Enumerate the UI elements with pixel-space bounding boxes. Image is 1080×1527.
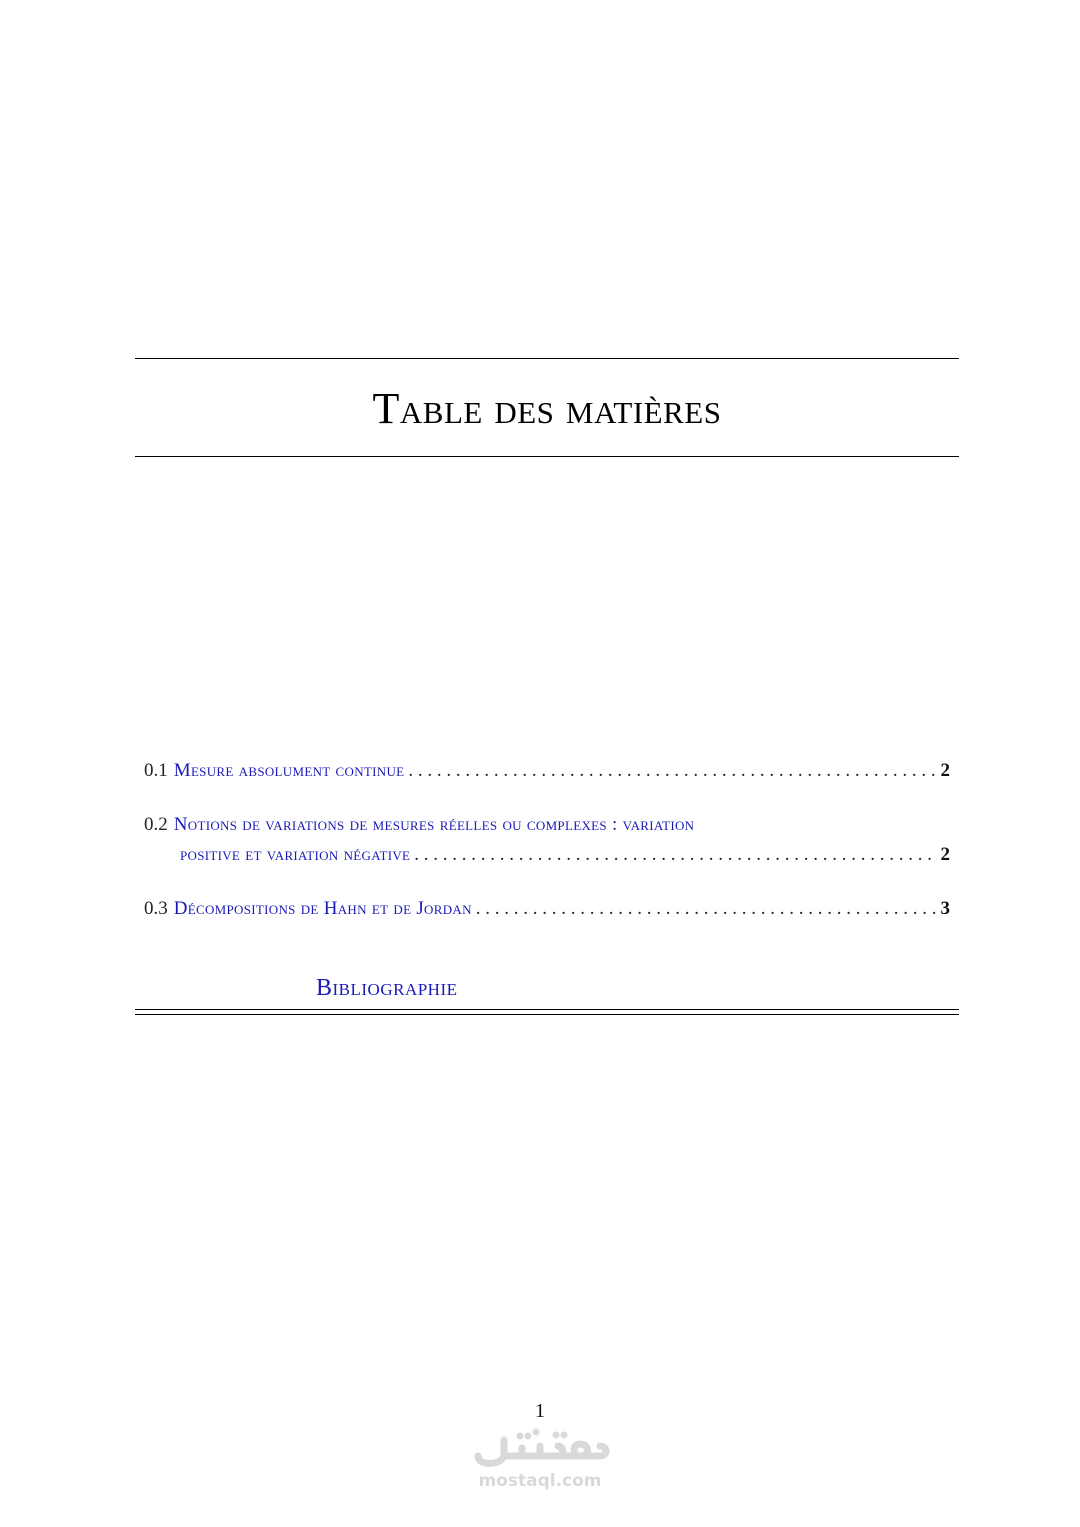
toc-link[interactable]: Mesure absolument continue bbox=[173, 760, 405, 781]
page-title: Table des matières bbox=[372, 384, 722, 433]
watermark-arabic-icon bbox=[460, 1426, 620, 1472]
title-rule-bottom bbox=[135, 456, 959, 457]
toc-link[interactable]: Décompositions de Hahn et de Jordan bbox=[173, 898, 472, 919]
toc-number: 0.1 bbox=[144, 760, 168, 781]
toc-leader-dots bbox=[414, 840, 936, 870]
toc-number: 0.3 bbox=[144, 898, 168, 919]
toc-number: 0.2 bbox=[144, 814, 168, 835]
bibliography-rule-1 bbox=[135, 1009, 959, 1010]
bibliography-rule-2 bbox=[135, 1014, 959, 1015]
toc-entry-0-2[interactable] bbox=[144, 810, 950, 870]
toc-page-number: 2 bbox=[940, 844, 950, 865]
watermark-text: mostaql.com bbox=[478, 1471, 602, 1491]
toc-page-number: 3 bbox=[940, 898, 950, 919]
toc-leader-dots bbox=[408, 756, 936, 786]
toc-entry-0-3[interactable] bbox=[144, 894, 950, 924]
toc-link[interactable]: Notions de variations de mesures réelles ou complexes : variation bbox=[173, 814, 695, 835]
watermark-logo bbox=[460, 1426, 620, 1498]
toc-entry-0-1[interactable] bbox=[144, 756, 950, 786]
bibliography-link[interactable]: Bibliographie bbox=[316, 975, 458, 1001]
toc-link-continued[interactable]: positive et variation négative bbox=[180, 844, 411, 865]
toc-leader-dots bbox=[476, 894, 937, 924]
page-number: 1 bbox=[535, 1400, 545, 1422]
title-rule-top bbox=[135, 358, 959, 359]
toc-page-number: 2 bbox=[940, 760, 950, 781]
